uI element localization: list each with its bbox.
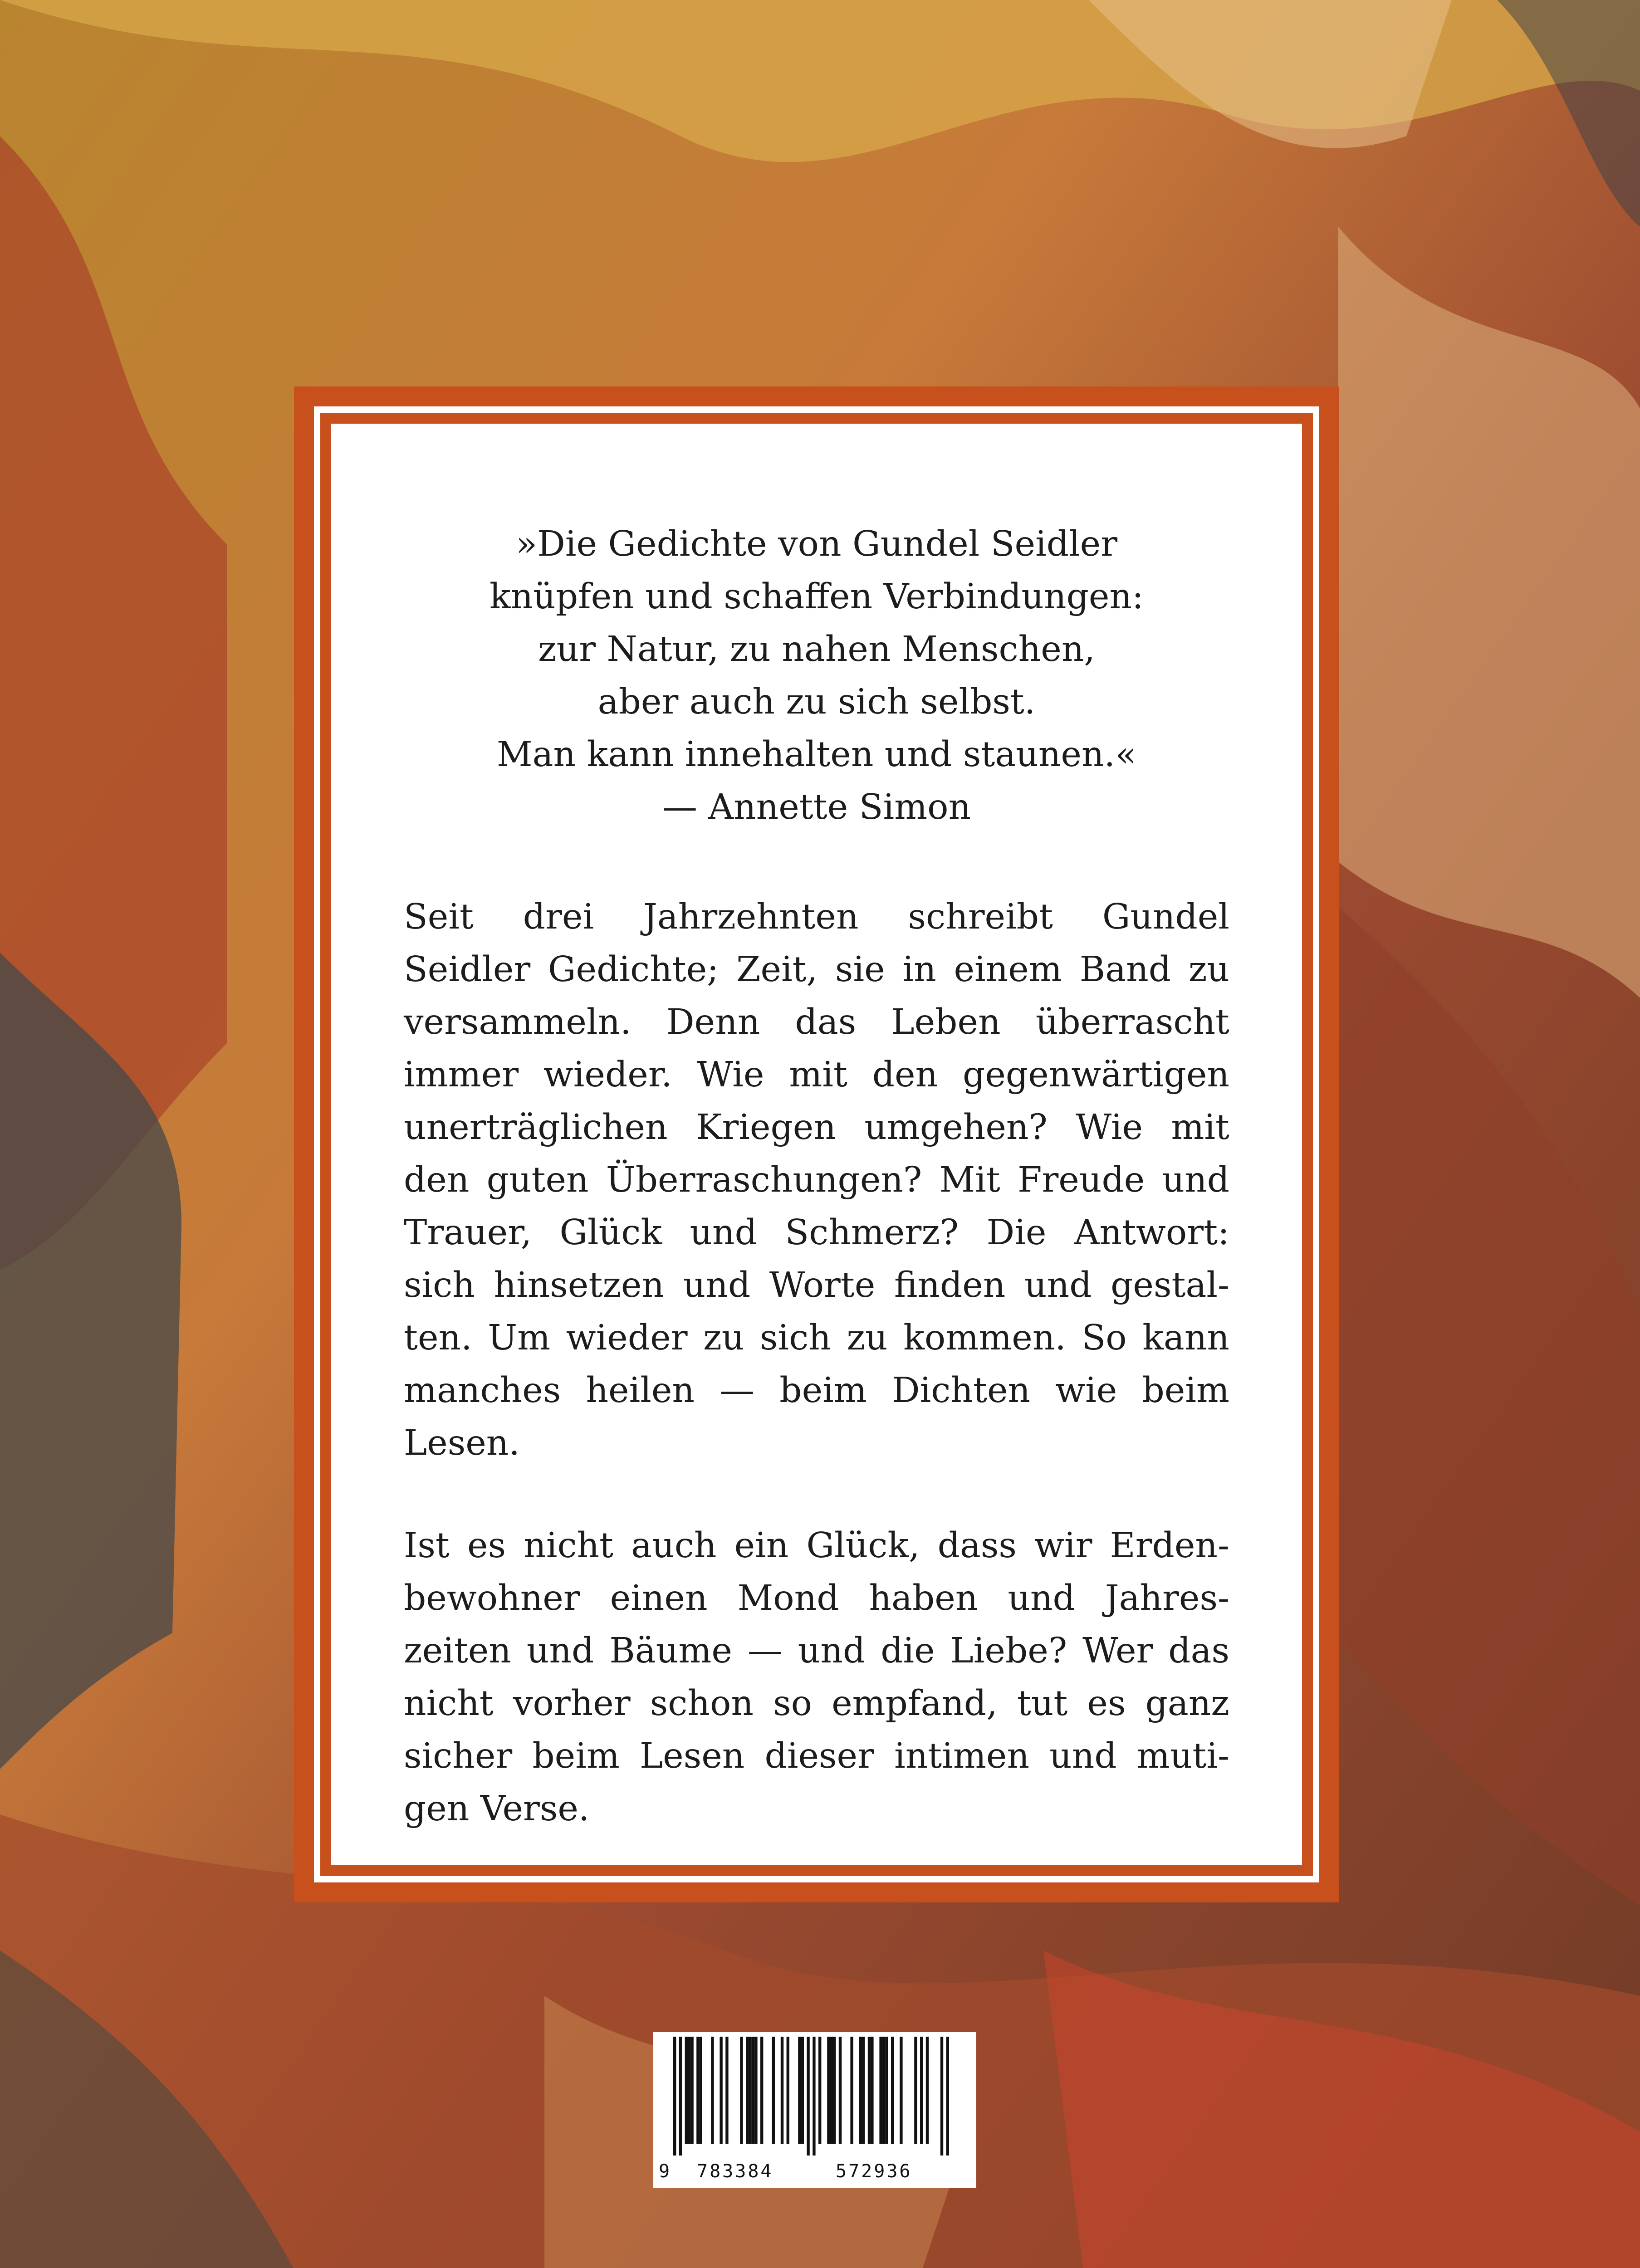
- barcode-bar: [711, 2037, 714, 2144]
- panel-content: [404, 424, 1229, 1865]
- barcode-bar: [801, 2037, 804, 2144]
- barcode-digits-left: 783384: [697, 2161, 773, 2182]
- barcode-bar: [879, 2037, 882, 2144]
- quote-attribution: — Annette Simon: [662, 787, 971, 827]
- paragraph-line: sicher beim Lesen dieser intimen und muti-: [404, 1736, 1229, 1776]
- barcode-bar: [946, 2037, 949, 2156]
- barcode-bar: [940, 2037, 943, 2156]
- isbn-barcode: [653, 2032, 976, 2188]
- barcode-bar: [868, 2037, 871, 2144]
- barcode-bar: [740, 2037, 743, 2144]
- barcode-bar: [900, 2037, 902, 2144]
- paragraph-line: Lesen.: [404, 1423, 520, 1463]
- barcode-digit-first: 9: [659, 2161, 670, 2182]
- quote-line: zur Natur, zu nahen Menschen,: [538, 629, 1095, 670]
- paragraph-line: Trauer, Glück und Schmerz? Die Antwort:: [404, 1212, 1229, 1253]
- paragraph-line: Seit drei Jahrzehnten schreibt Gundel: [404, 897, 1229, 937]
- barcode-bar: [690, 2037, 693, 2144]
- quote-line: »Die Gedichte von Gundel Seidler: [515, 524, 1118, 564]
- paragraph-line: zeiten und Bäume — und die Liebe? Wer das: [404, 1631, 1229, 1671]
- blurb-quote: [404, 518, 1229, 834]
- barcode-bar: [688, 2037, 690, 2144]
- text-panel-frame: [294, 386, 1339, 1902]
- text-panel: [327, 419, 1307, 1870]
- barcode-bar: [862, 2037, 865, 2144]
- barcode-bar: [720, 2037, 722, 2144]
- barcode-bar: [891, 2037, 894, 2144]
- barcode-bar: [833, 2037, 836, 2144]
- quote-line: Man kann innehalten und staunen.«: [496, 734, 1137, 775]
- barcode-bar: [746, 2037, 749, 2144]
- barcode-bar: [830, 2037, 833, 2144]
- barcode-digits-right: 572936: [836, 2161, 912, 2182]
- barcode-bar: [781, 2037, 783, 2144]
- quote-line: aber auch zu sich selbst.: [597, 682, 1036, 722]
- barcode-bar: [685, 2037, 688, 2144]
- paragraph-line: Seidler Gedichte; Zeit, sie in einem Band zu: [404, 949, 1229, 990]
- barcode-bar: [885, 2037, 888, 2144]
- paragraph-line: Ist es nicht auch ein Glück, dass wir Erden-: [404, 1525, 1229, 1566]
- barcode-bar: [679, 2037, 682, 2156]
- barcode-bar: [673, 2037, 676, 2156]
- barcode-bar: [839, 2037, 842, 2144]
- barcode-bar: [754, 2037, 757, 2144]
- paragraph-line: nicht vorher schon so empfand, tut es ganz: [404, 1683, 1229, 1724]
- paragraph-line: sich hinsetzen und Worte finden und gestal-: [404, 1265, 1229, 1305]
- barcode-bar: [749, 2037, 751, 2144]
- quote-line: knüpfen und schaffen Verbindungen:: [490, 577, 1144, 617]
- barcode-bar: [871, 2037, 873, 2144]
- barcode-bar: [760, 2037, 763, 2144]
- paragraph-line: unerträglichen Kriegen umgehen? Wie mit: [404, 1107, 1229, 1148]
- barcode-bar: [882, 2037, 885, 2144]
- barcode-bar: [696, 2037, 699, 2144]
- barcode-bar: [926, 2037, 929, 2144]
- barcode-bar: [827, 2037, 830, 2144]
- barcode-bar: [787, 2037, 789, 2144]
- paragraph-line: bewohner einen Mond haben und Jahres-: [404, 1578, 1229, 1618]
- barcode-bar: [850, 2037, 853, 2144]
- barcode-bar: [807, 2037, 809, 2156]
- barcode-bar: [725, 2037, 728, 2144]
- barcode-bar: [920, 2037, 923, 2144]
- paragraph-line: versammeln. Denn das Leben überrascht: [404, 1002, 1229, 1042]
- barcode-bar: [798, 2037, 801, 2144]
- barcode-bar: [813, 2037, 815, 2156]
- paragraph-line: manches heilen — beim Dichten wie beim: [404, 1370, 1229, 1411]
- barcode-bar: [859, 2037, 862, 2144]
- barcode-digits: [655, 2162, 974, 2182]
- paragraph-line: ten. Um wieder zu sich zu kommen. So kann: [404, 1318, 1229, 1358]
- paragraph-line: den guten Überraschungen? Mit Freude und: [404, 1160, 1229, 1200]
- paragraph-line: immer wieder. Wie mit den gegenwärtigen: [404, 1055, 1229, 1095]
- description-paragraph-1: [404, 891, 1229, 1470]
- barcode-bars: [655, 2034, 974, 2156]
- barcode-bar: [772, 2037, 775, 2144]
- paragraph-line: gen Verse.: [404, 1789, 590, 1829]
- barcode-bar: [752, 2037, 754, 2144]
- description-paragraph-2: [404, 1520, 1229, 1835]
- barcode-bar: [818, 2037, 821, 2144]
- barcode-bar: [914, 2037, 917, 2144]
- barcode-bar: [700, 2037, 702, 2144]
